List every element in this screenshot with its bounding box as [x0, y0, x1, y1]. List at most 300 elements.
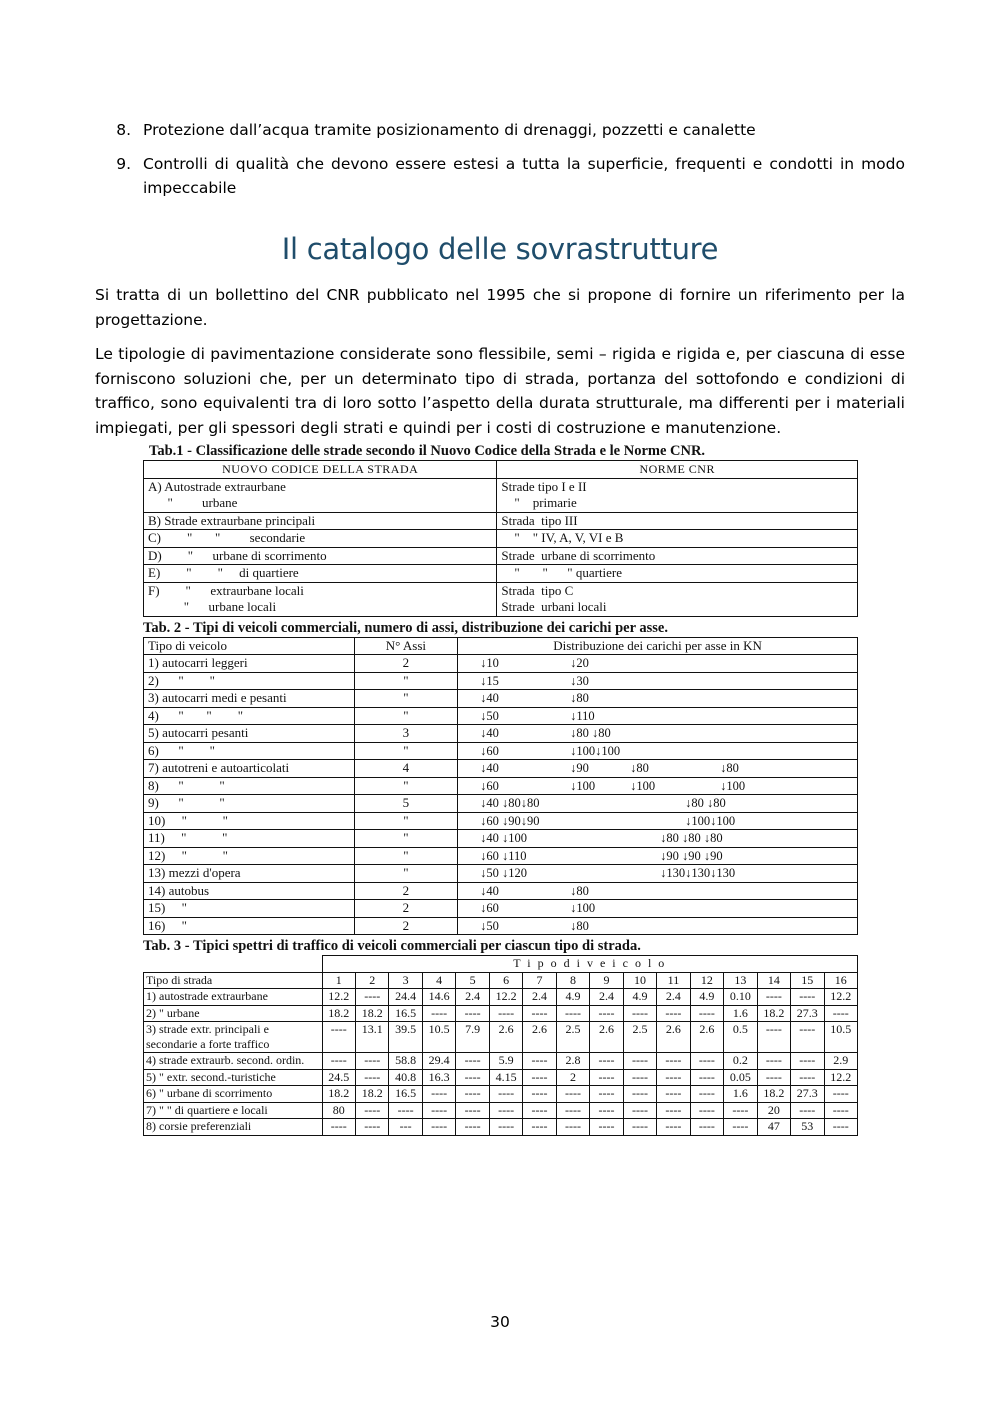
- tab3-cell: 2.9: [824, 1053, 857, 1070]
- tab3-col-header: 10: [623, 972, 656, 989]
- tab2-header-loads: Distribuzione dei carichi per asse in KN: [458, 637, 858, 655]
- axle-load: ↓100: [570, 901, 596, 915]
- table-row: [144, 865, 858, 883]
- axle-load: ↓80 ↓80 ↓80: [660, 831, 723, 845]
- tab3-cell: 10.5: [422, 1022, 455, 1053]
- tab3-col-header: 2: [355, 972, 388, 989]
- tab3-cell: 1.6: [724, 1086, 757, 1103]
- axle-load: ↓110: [570, 708, 595, 723]
- tab3-cell: ----: [422, 1005, 455, 1022]
- axle-load: ↓80 ↓80: [685, 796, 726, 810]
- tab3-cell: 2.5: [623, 1022, 656, 1053]
- tab3-cell: ----: [523, 1119, 556, 1136]
- axle-load: ↓90: [570, 761, 589, 775]
- axle-load: ↓80: [570, 883, 589, 898]
- tab1-cell-right: Strada tipo III: [497, 512, 858, 530]
- tab3-cell: ----: [590, 1053, 623, 1070]
- tab3-cell: ----: [456, 1005, 489, 1022]
- tab3-cell: 18.2: [355, 1005, 388, 1022]
- table-row: [144, 777, 858, 795]
- tab3-cell: 2.8: [556, 1053, 589, 1070]
- tab3-col-header: 15: [791, 972, 824, 989]
- tab3-cell: ----: [590, 1119, 623, 1136]
- scanned-tables: [143, 443, 858, 1136]
- table-row: [144, 1053, 858, 1070]
- table-header-row: [144, 972, 858, 989]
- axle-load: ↓50: [480, 708, 499, 723]
- tab3-cell: ----: [489, 1086, 522, 1103]
- tab3-cell: 5.9: [489, 1053, 522, 1070]
- tab2-cell-assi: 2: [354, 882, 458, 900]
- tab1-cell-left: F) " extraurbane locali " urbane locali: [144, 582, 497, 616]
- tab3-cell: ----: [556, 1086, 589, 1103]
- axle-load: ↓10: [480, 656, 499, 670]
- tab3-cell: ----: [422, 1119, 455, 1136]
- tab2-cell-loads: [458, 812, 858, 830]
- table-row: [144, 812, 858, 830]
- tab2-cell-tipo: 3) autocarri medi e pesanti: [144, 690, 355, 708]
- tab3-cell: ----: [657, 1086, 690, 1103]
- table-row: [144, 1102, 858, 1119]
- tab2-cell-tipo: 5) autocarri pesanti: [144, 725, 355, 743]
- tab3-cell: ----: [690, 1053, 723, 1070]
- paragraph-types: Le tipologie di pavimentazione considerate sono flessibile, semi – rigida e rigida e, per ciascuna di esse forniscono soluzioni che, per un determinato tipo di strada, portanza del sottofondo e condizioni di traffico, sono equivalenti tra di loro sotto l’aspetto della durata strutturale, ma differenti per i materiali impiegati, per gli spessori degli strati e quindi per i costi di costruzione e manutenzione.: [95, 345, 905, 437]
- table-header-row: [144, 461, 858, 479]
- tab3-cell: ----: [657, 1005, 690, 1022]
- tab3-cell: ----: [322, 1022, 355, 1053]
- tab2-cell-tipo: 14) autobus: [144, 882, 355, 900]
- table-row: [144, 478, 858, 512]
- tab3-cell: 4.9: [623, 989, 656, 1006]
- tab3-cell: ----: [456, 1086, 489, 1103]
- tab3-cell: 0.10: [724, 989, 757, 1006]
- tab3-cell: 2.4: [590, 989, 623, 1006]
- tab3-cell: 4.9: [690, 989, 723, 1006]
- tab3-cell: ----: [824, 1102, 857, 1119]
- tab3-cell: 2.6: [523, 1022, 556, 1053]
- axle-load: ↓40: [480, 691, 499, 705]
- tab3-cell: 12.2: [824, 1069, 857, 1086]
- tab3-row-label: 4) strade extraurb. second. ordin.: [144, 1053, 323, 1070]
- tab3-cell: 29.4: [422, 1053, 455, 1070]
- tab2-cell-assi: ": [354, 847, 458, 865]
- tab2-cell-assi: ": [354, 812, 458, 830]
- tab3-cell: ----: [422, 1086, 455, 1103]
- tab3-cell: ----: [623, 1005, 656, 1022]
- table-row: [144, 530, 858, 548]
- tab3-table: [143, 955, 858, 1136]
- tab2-cell-tipo: 4) " " ": [144, 707, 355, 725]
- tab2-cell-loads: [458, 917, 858, 935]
- tab3-row-label: 7) " " di quartiere e locali: [144, 1102, 323, 1119]
- tab3-cell: ----: [724, 1102, 757, 1119]
- tab3-cell: 7.9: [456, 1022, 489, 1053]
- tab2-cell-loads: [458, 672, 858, 690]
- tab2-cell-assi: 2: [354, 655, 458, 673]
- tab3-row-label: 6) " urbane di scorrimento: [144, 1086, 323, 1103]
- table-row: [144, 1119, 858, 1136]
- tab2-cell-loads: [458, 760, 858, 778]
- tab3-cell: 27.3: [791, 1086, 824, 1103]
- tab3-cell: 58.8: [389, 1053, 422, 1070]
- tab2-cell-loads: [458, 777, 858, 795]
- tab2-header-assi: N° Assi: [354, 637, 458, 655]
- table-row: [144, 900, 858, 918]
- tab3-col-header: 11: [657, 972, 690, 989]
- tab3-col-header: 5: [456, 972, 489, 989]
- tab3-cell: ----: [690, 1086, 723, 1103]
- tab2-cell-tipo: 12) " ": [144, 847, 355, 865]
- axle-load: ↓40: [480, 883, 499, 898]
- tab2-title: Tab. 2 - Tipi di veicoli commerciali, numero di assi, distribuzione dei carichi per asse.: [143, 619, 668, 636]
- tab3-cell: 0.5: [724, 1022, 757, 1053]
- tab2-table: [143, 637, 858, 936]
- axle-load: ↓100: [720, 778, 746, 793]
- tab2-cell-assi: ": [354, 690, 458, 708]
- axle-load: ↓30: [570, 673, 589, 688]
- tab3-cell: ----: [456, 1053, 489, 1070]
- tab3-cell: ----: [623, 1069, 656, 1086]
- tab3-col-header: 8: [556, 972, 589, 989]
- tab1-cell-right: " " IV, A, V, VI e B: [497, 530, 858, 548]
- table-row: [144, 565, 858, 583]
- tab3-cell: ----: [590, 1086, 623, 1103]
- axle-load: ↓40: [480, 726, 499, 740]
- tab2-cell-assi: ": [354, 707, 458, 725]
- tab3-cell: 18.2: [757, 1086, 790, 1103]
- tab3-cell: 14.6: [422, 989, 455, 1006]
- tab3-cell: 80: [322, 1102, 355, 1119]
- table-row: [144, 655, 858, 673]
- tab3-cell: ----: [690, 1119, 723, 1136]
- tab2-cell-tipo: 16) ": [144, 917, 355, 935]
- tab3-cell: ---: [389, 1119, 422, 1136]
- tab3-cell: 53: [791, 1119, 824, 1136]
- list-item: [95, 152, 905, 200]
- axle-load: ↓100↓100: [570, 743, 621, 758]
- tab3-cell: ----: [757, 1069, 790, 1086]
- tab3-title: Tab. 3 - Tipici spettri di traffico di veicoli commerciali per ciascun tipo di strada.: [143, 938, 641, 954]
- tab1-header-codice: NUOVO CODICE DELLA STRADA: [144, 461, 497, 479]
- axle-load: ↓80: [630, 761, 649, 775]
- tab3-cell: 12.2: [824, 989, 857, 1006]
- tab3-col-header: 6: [489, 972, 522, 989]
- tab3-cell: 2.6: [489, 1022, 522, 1053]
- tab2-cell-tipo: 11) " ": [144, 830, 355, 848]
- table-row: [144, 1069, 858, 1086]
- tab3-cell: 16.5: [389, 1005, 422, 1022]
- tab3-cell: ----: [456, 1119, 489, 1136]
- tab2-cell-assi: ": [354, 742, 458, 760]
- tab3-row-label: 1) autostrade extraurbane: [144, 989, 323, 1006]
- tab3-corner: [144, 956, 323, 973]
- tab3-row-label: 3) strade extr. principali e secondarie a forte traffico: [144, 1022, 323, 1053]
- tab2-cell-loads: [458, 655, 858, 673]
- axle-load: ↓50: [480, 918, 499, 933]
- table-row: [144, 1022, 858, 1053]
- tab3-cell: ----: [791, 1022, 824, 1053]
- tab3-cell: 10.5: [824, 1022, 857, 1053]
- tab3-cell: ----: [690, 1005, 723, 1022]
- tab3-cell: ----: [355, 1119, 388, 1136]
- axle-load: ↓100↓100: [685, 813, 736, 828]
- tab3-cell: 47: [757, 1119, 790, 1136]
- axle-load: ↓80 ↓80: [570, 726, 611, 740]
- tab3-row-label: 5) " extr. second.-turistiche: [144, 1069, 323, 1086]
- tab3-cell: 18.2: [322, 1086, 355, 1103]
- tab3-cell: 27.3: [791, 1005, 824, 1022]
- tab2-cell-loads: [458, 690, 858, 708]
- tab2-cell-tipo: 6) " ": [144, 742, 355, 760]
- axle-load: ↓60 ↓110: [480, 848, 527, 863]
- tab3-cell: ----: [724, 1119, 757, 1136]
- tab3-cell: ----: [322, 1053, 355, 1070]
- tab3-cell: ----: [657, 1102, 690, 1119]
- table-row: [144, 725, 858, 743]
- axle-load: ↓130↓130↓130: [660, 866, 736, 880]
- tab1-cell-right: " " " quartiere: [497, 565, 858, 583]
- axle-load: ↓20: [570, 656, 589, 670]
- tab3-cell: ----: [824, 1086, 857, 1103]
- list-text: Protezione dall’acqua tramite posizionamento di drenaggi, pozzetti e canalette: [143, 121, 756, 139]
- paragraph-intro: Si tratta di un bollettino del CNR pubblicato nel 1995 che si propone di fornire un riferimento per la progettazione.: [95, 286, 905, 329]
- list-item: [95, 118, 905, 142]
- table-row: [144, 742, 858, 760]
- table-row: [144, 989, 858, 1006]
- tab3-col-header: 14: [757, 972, 790, 989]
- tab2-cell-tipo: 10) " ": [144, 812, 355, 830]
- tab3-cell: ----: [389, 1102, 422, 1119]
- tab3-cell: ----: [757, 989, 790, 1006]
- table-row: [144, 1005, 858, 1022]
- tab2-cell-tipo: 7) autotreni e autoarticolati: [144, 760, 355, 778]
- tab2-cell-loads: [458, 865, 858, 883]
- tab3-col-header: 3: [389, 972, 422, 989]
- tab3-cell: ----: [523, 1069, 556, 1086]
- tab3-cell: 0.05: [724, 1069, 757, 1086]
- table-row: [144, 847, 858, 865]
- tab3-cell: ----: [355, 1102, 388, 1119]
- tab3-cell: 16.5: [389, 1086, 422, 1103]
- tab3-cell: ----: [355, 989, 388, 1006]
- tab3-col-header: 13: [724, 972, 757, 989]
- axle-load: ↓60: [480, 743, 499, 758]
- tab3-cell: ----: [757, 1053, 790, 1070]
- table-row: [144, 512, 858, 530]
- tab3-col-header: 7: [523, 972, 556, 989]
- tab3-cell: 20: [757, 1102, 790, 1119]
- tab3-cell: 0.2: [724, 1053, 757, 1070]
- tab2-cell-loads: [458, 725, 858, 743]
- tab3-cell: 24.4: [389, 989, 422, 1006]
- tab3-cell: 12.2: [489, 989, 522, 1006]
- tab3-cell: ----: [556, 1005, 589, 1022]
- tab3-cell: ----: [590, 1005, 623, 1022]
- table-row: [144, 582, 858, 616]
- tab2-cell-tipo: 2) " ": [144, 672, 355, 690]
- tab1-cell-left: E) " " di quartiere: [144, 565, 497, 583]
- tab1-table: [143, 460, 858, 617]
- list-number: 8.: [116, 121, 131, 139]
- axle-load: ↓100: [630, 778, 656, 793]
- tab2-cell-assi: 5: [354, 795, 458, 813]
- tab3-cell: ----: [623, 1119, 656, 1136]
- tab3-cell: ----: [456, 1102, 489, 1119]
- tab3-col-header: 9: [590, 972, 623, 989]
- tab3-cell: ----: [757, 1022, 790, 1053]
- tab3-cell: ----: [489, 1005, 522, 1022]
- tab3-cell: ----: [824, 1119, 857, 1136]
- tab3-cell: 2.6: [690, 1022, 723, 1053]
- tab2-cell-tipo: 15) ": [144, 900, 355, 918]
- tab3-cell: 2.4: [523, 989, 556, 1006]
- tab3-cell: ----: [791, 1069, 824, 1086]
- tab3-cell: ----: [623, 1053, 656, 1070]
- tab2-cell-loads: [458, 830, 858, 848]
- tab3-cell: ----: [791, 1053, 824, 1070]
- tab3-cell: 1.6: [724, 1005, 757, 1022]
- tab3-cell: ----: [523, 1086, 556, 1103]
- tab2-cell-loads: [458, 847, 858, 865]
- numbered-list: [95, 118, 905, 210]
- tab1-cell-left: B) Strade extraurbane principali: [144, 512, 497, 530]
- tab2-cell-loads: [458, 795, 858, 813]
- tab3-row-label: 2) " urbane: [144, 1005, 323, 1022]
- page-number: 30: [490, 1313, 510, 1331]
- tab3-header-tipo: Tipo di strada: [144, 972, 323, 989]
- section-heading: Il catalogo delle sovrastrutture: [281, 232, 719, 266]
- tab1-header-cnr: NORME CNR: [497, 461, 858, 479]
- tab3-cell: ----: [690, 1069, 723, 1086]
- tab3-cell: ----: [556, 1102, 589, 1119]
- tab2-cell-tipo: 1) autocarri leggeri: [144, 655, 355, 673]
- axle-load: ↓40 ↓100: [480, 831, 528, 845]
- tab3-row-label: 8) corsie preferenziali: [144, 1119, 323, 1136]
- tab1-cell-right: Strade urbane di scorrimento: [497, 547, 858, 565]
- tab3-cell: 18.2: [757, 1005, 790, 1022]
- axle-load: ↓60: [480, 901, 499, 915]
- tab3-cell: 12.2: [322, 989, 355, 1006]
- tab3-cell: ----: [456, 1069, 489, 1086]
- tab2-cell-assi: ": [354, 672, 458, 690]
- tab3-cell: ----: [824, 1005, 857, 1022]
- tab3-cell: ----: [489, 1119, 522, 1136]
- tab2-cell-assi: 2: [354, 917, 458, 935]
- tab3-cell: 40.8: [389, 1069, 422, 1086]
- tab3-cell: ----: [322, 1119, 355, 1136]
- table-row: [144, 707, 858, 725]
- tab2-cell-tipo: 9) " ": [144, 795, 355, 813]
- tab3-cell: ----: [791, 989, 824, 1006]
- tab3-cell: ----: [657, 1069, 690, 1086]
- tab2-cell-tipo: 13) mezzi d'opera: [144, 865, 355, 883]
- axle-load: ↓60: [480, 778, 499, 793]
- axle-load: ↓40 ↓80↓80: [480, 796, 540, 810]
- axle-load: ↓80: [720, 761, 739, 775]
- tab3-cell: ----: [657, 1053, 690, 1070]
- list-text: Controlli di qualità che devono essere estesi a tutta la superficie, frequenti e condotti in modo impeccabile: [143, 155, 905, 197]
- tab3-cell: ----: [523, 1102, 556, 1119]
- tab2-cell-assi: 3: [354, 725, 458, 743]
- tab3-cell: 2.5: [556, 1022, 589, 1053]
- table-row: [144, 547, 858, 565]
- tab3-cell: ----: [422, 1102, 455, 1119]
- tab3-cell: ----: [623, 1086, 656, 1103]
- tab1-cell-left: C) " " secondarie: [144, 530, 497, 548]
- table-row: [144, 830, 858, 848]
- table-row: [144, 795, 858, 813]
- table-header-row: [144, 637, 858, 655]
- tab3-col-header: 1: [322, 972, 355, 989]
- tab3-cell: 24.5: [322, 1069, 355, 1086]
- tab3-col-header: 16: [824, 972, 857, 989]
- tab3-col-header: 4: [422, 972, 455, 989]
- table-row: [144, 882, 858, 900]
- list-number: 9.: [116, 155, 131, 173]
- axle-load: ↓50 ↓120: [480, 866, 528, 880]
- tab3-cell: ----: [489, 1102, 522, 1119]
- tab2-cell-assi: ": [354, 830, 458, 848]
- tab2-cell-assi: 4: [354, 760, 458, 778]
- axle-load: ↓90 ↓90 ↓90: [660, 848, 723, 863]
- tab3-cell: 16.3: [422, 1069, 455, 1086]
- tab2-cell-assi: 2: [354, 900, 458, 918]
- axle-load: ↓60 ↓90↓90: [480, 813, 540, 828]
- table-row: [144, 760, 858, 778]
- tab3-cell: ----: [355, 1069, 388, 1086]
- axle-load: ↓80: [570, 918, 589, 933]
- table-row: [144, 672, 858, 690]
- table-row: [144, 917, 858, 935]
- tab1-cell-right: Strada tipo C Strade urbani locali: [497, 582, 858, 616]
- tab2-cell-tipo: 8) " ": [144, 777, 355, 795]
- tab3-cell: ----: [590, 1069, 623, 1086]
- tab2-cell-loads: [458, 742, 858, 760]
- tab3-cell: ----: [355, 1053, 388, 1070]
- tab1-cell-right: Strade tipo I e II " primarie: [497, 478, 858, 512]
- tab1-cell-left: D) " urbane di scorrimento: [144, 547, 497, 565]
- tab3-cell: 18.2: [355, 1086, 388, 1103]
- tab2-cell-loads: [458, 900, 858, 918]
- tab3-cell: 2.4: [456, 989, 489, 1006]
- tab2-cell-loads: [458, 707, 858, 725]
- tab1-cell-left: A) Autostrade extraurbane " urbane: [144, 478, 497, 512]
- tab2-cell-assi: ": [354, 777, 458, 795]
- tab3-cell: 4.15: [489, 1069, 522, 1086]
- axle-load: ↓80: [570, 691, 589, 705]
- table-header-row: [144, 956, 858, 973]
- tab3-cell: 18.2: [322, 1005, 355, 1022]
- tab2-cell-assi: ": [354, 865, 458, 883]
- tab2-cell-loads: [458, 882, 858, 900]
- axle-load: ↓40: [480, 761, 499, 775]
- axle-load: ↓15: [480, 673, 499, 688]
- table-row: [144, 1086, 858, 1103]
- tab3-cell: 2.4: [657, 989, 690, 1006]
- tab3-cell: ----: [657, 1119, 690, 1136]
- tab3-cell: ----: [690, 1102, 723, 1119]
- tab3-cell: ----: [590, 1102, 623, 1119]
- tab3-cell: ----: [623, 1102, 656, 1119]
- tab3-col-header: 12: [690, 972, 723, 989]
- tab3-cell: 13.1: [355, 1022, 388, 1053]
- tab3-cell: 4.9: [556, 989, 589, 1006]
- tab3-cell: ----: [556, 1119, 589, 1136]
- tab3-cell: ----: [523, 1005, 556, 1022]
- tab3-cell: ----: [523, 1053, 556, 1070]
- axle-load: ↓100: [570, 778, 596, 793]
- tab1-title: Tab.1 - Classificazione delle strade secondo il Nuovo Codice della Strada e le Norme CNR.: [149, 443, 706, 459]
